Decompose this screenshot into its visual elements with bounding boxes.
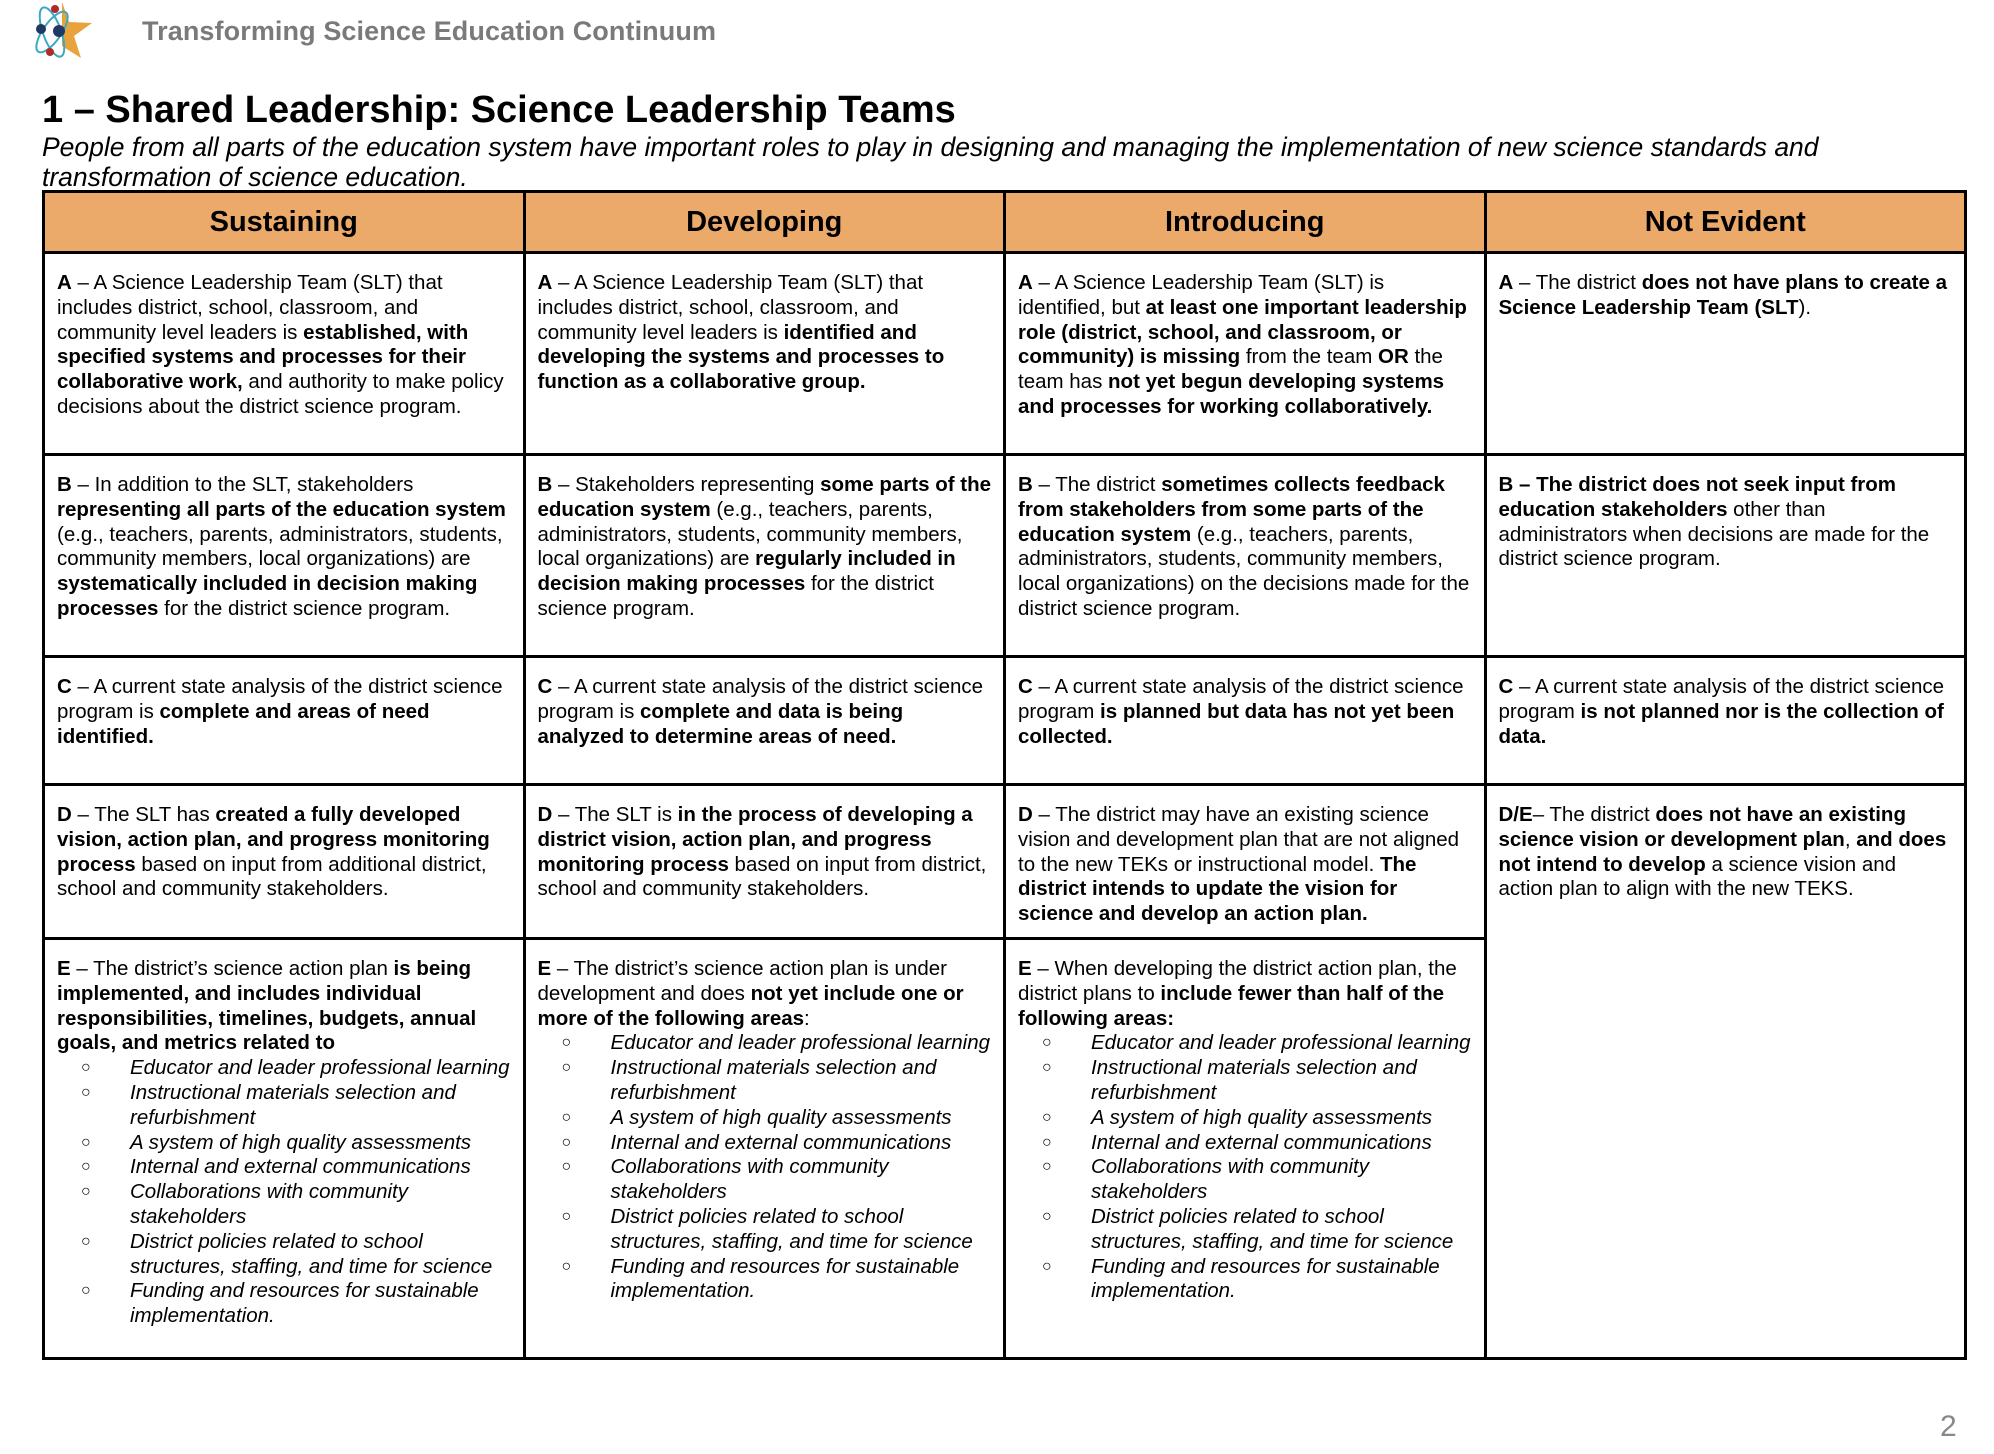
- cell-de-not-evident: [1485, 785, 1966, 1359]
- emphasis-text: C: [57, 675, 72, 698]
- hollow-circle-bullet-icon: ○: [561, 1108, 572, 1126]
- cell-e-sustaining: [44, 939, 525, 1359]
- cell-a-not-evident: [1485, 253, 1966, 455]
- body-text: – The district: [1513, 271, 1642, 294]
- body-text: – A current state analysis of the district science program is: [57, 675, 503, 723]
- body-text: (e.g., teachers, parents, administrators, students, community members, local organizations) are: [57, 522, 503, 571]
- body-text: the team has: [1018, 345, 1443, 394]
- list-item: [57, 1279, 511, 1329]
- cell-c-developing: [524, 657, 1005, 785]
- body-text: – A Science Leadership Team (SLT) that includes district, school, classroom, and community level leaders is: [57, 271, 443, 344]
- list-item: [57, 1155, 511, 1180]
- focus-area-text: Instructional materials selection and refurbishment: [1091, 1056, 1417, 1104]
- emphasis-text: B – The district does not seek input from education stakeholders: [1498, 473, 1897, 521]
- emphasis-text: created a fully developed vision, action plan, and progress monitoring process: [57, 803, 490, 876]
- body-text: ,: [1844, 827, 1857, 851]
- hollow-circle-bullet-icon: ○: [561, 1207, 572, 1225]
- emphasis-text: D/E: [1498, 803, 1533, 826]
- list-item: [1018, 1255, 1472, 1305]
- emphasis-text: not yet include one or more of the following areas: [537, 981, 964, 1030]
- hollow-circle-bullet-icon: ○: [81, 1282, 91, 1300]
- body-text: ).: [1798, 295, 1812, 319]
- list-item: [538, 1155, 992, 1205]
- list-item: [57, 1131, 511, 1156]
- focus-area-text: Collaborations with community stakeholders: [610, 1155, 889, 1204]
- list-item: [1018, 1155, 1472, 1205]
- emphasis-text: B: [1018, 473, 1033, 496]
- table-row: [44, 455, 1966, 657]
- list-item: [1018, 1131, 1472, 1156]
- hollow-circle-bullet-icon: ○: [81, 1183, 91, 1201]
- emphasis-text: D: [537, 803, 553, 826]
- emphasis-text: not yet begun developing systems and processes for working collaboratively.: [1018, 370, 1445, 418]
- emphasis-text: is being implemented, and includes individual responsibilities, timelines, budgets, annual goals, and metrics related to: [57, 957, 477, 1055]
- body-text: and authority to make policy decisions about the district science program.: [57, 370, 504, 418]
- cell-a-sustaining: [44, 253, 525, 455]
- cell-d-introducing: [1005, 785, 1486, 939]
- emphasis-text: A: [1018, 271, 1033, 294]
- body-text: – The SLT is: [552, 803, 678, 826]
- hollow-circle-bullet-icon: ○: [1042, 1034, 1052, 1052]
- cell-c-introducing: [1005, 657, 1486, 785]
- body-text: a science vision and action plan to align with the new TEKS.: [1498, 852, 1897, 901]
- emphasis-text: E: [1018, 957, 1032, 980]
- document-header: [28, 2, 716, 60]
- cell-d-developing: [524, 785, 1005, 939]
- emphasis-text: established, with specified systems and processes for their collaborative work,: [57, 320, 469, 394]
- focus-area-text: Internal and external communications: [130, 1155, 471, 1179]
- emphasis-text: some parts of the education system: [537, 473, 991, 521]
- table-header-row: [44, 192, 1966, 253]
- focus-area-text: Funding and resources for sustainable implementation.: [610, 1254, 960, 1303]
- focus-area-text: District policies related to school structures, staffing, and time for science: [1091, 1204, 1454, 1253]
- emphasis-text: at least one important leadership role (district, school, and classroom, or community) is missing: [1018, 295, 1467, 369]
- hollow-circle-bullet-icon: ○: [1042, 1207, 1052, 1225]
- hollow-circle-bullet-icon: ○: [81, 1232, 91, 1250]
- focus-areas-list: [1018, 1031, 1472, 1304]
- body-text: – The district: [1032, 473, 1162, 496]
- focus-area-text: Internal and external communications: [1091, 1130, 1432, 1154]
- focus-areas-list: [538, 1031, 992, 1304]
- cell-e-sustaining-intro: [57, 957, 511, 1056]
- focus-area-text: Internal and external communications: [610, 1130, 952, 1154]
- list-item: [538, 1205, 992, 1255]
- list-item: [1018, 1031, 1472, 1056]
- hollow-circle-bullet-icon: ○: [561, 1059, 572, 1077]
- emphasis-text: E: [537, 957, 552, 980]
- body-text: – The district may have an existing science vision and development plan that are not aligned to the new TEKs or instructional model.: [1018, 803, 1460, 876]
- body-text: – Stakeholders representing: [552, 473, 821, 496]
- cell-c-sustaining: [44, 657, 525, 785]
- section-title: 1 – Shared Leadership: Science Leadership Teams: [42, 89, 956, 131]
- emphasis-text: C: [537, 675, 553, 698]
- body-text: :: [804, 1006, 810, 1030]
- focus-area-text: Educator and leader professional learning: [610, 1031, 991, 1055]
- emphasis-text: A: [57, 271, 72, 294]
- body-text: – A current state analysis of the district science program: [1018, 675, 1464, 723]
- body-text: (e.g., teachers, parents, administrators, students, community members, local organizations) are: [537, 497, 963, 571]
- hollow-circle-bullet-icon: ○: [1042, 1257, 1052, 1275]
- section-subtitle: People from all parts of the education system have important roles to play in designing and managing the implementation of new science standards and transformation of science education.: [42, 132, 1819, 192]
- document-title: Transforming Science Education Continuum: [142, 15, 717, 46]
- body-text: – The district: [1532, 803, 1656, 826]
- list-item: [57, 1081, 511, 1131]
- emphasis-text: is not planned nor is the collection of data.: [1498, 699, 1944, 748]
- cell-b-introducing: [1005, 455, 1486, 657]
- emphasis-text: E: [57, 957, 71, 980]
- hollow-circle-bullet-icon: ○: [81, 1133, 91, 1151]
- list-item: [538, 1255, 992, 1305]
- hollow-circle-bullet-icon: ○: [1042, 1133, 1052, 1151]
- cell-b-developing: [524, 455, 1005, 657]
- emphasis-text: complete and data is being analyzed to determine areas of need.: [537, 699, 904, 748]
- hollow-circle-bullet-icon: ○: [1042, 1158, 1052, 1176]
- emphasis-text: B: [537, 473, 553, 496]
- page-number: 2: [1940, 1410, 1957, 1443]
- focus-area-text: A system of high quality assessments: [610, 1105, 952, 1129]
- emphasis-text: A: [537, 271, 553, 294]
- focus-area-text: A system of high quality assessments: [130, 1130, 472, 1154]
- body-text: – When developing the district action plan, the district plans to: [1018, 957, 1457, 1005]
- cell-e-developing-intro: [538, 957, 992, 1031]
- emphasis-text: does not have plans to create a Science Leadership Team (SLT: [1498, 271, 1948, 319]
- continuum-rubric-table: [42, 190, 1967, 1360]
- hollow-circle-bullet-icon: ○: [561, 1257, 572, 1275]
- focus-area-text: District policies related to school structures, staffing, and time for science: [610, 1204, 973, 1253]
- cell-b-sustaining: [44, 455, 525, 657]
- emphasis-text: include fewer than half of the following areas:: [1018, 981, 1445, 1030]
- focus-area-text: Collaborations with community stakeholders: [130, 1180, 409, 1228]
- body-text: – A current state analysis of the district science program: [1498, 675, 1945, 723]
- list-item: [1018, 1106, 1472, 1131]
- column-header-developing: Developing: [524, 192, 1005, 253]
- list-item: [1018, 1205, 1472, 1255]
- focus-area-text: Funding and resources for sustainable implementation.: [130, 1279, 479, 1328]
- body-text: – A Science Leadership Team (SLT) that includes district, school, classroom, and community level leaders is: [537, 271, 924, 344]
- emphasis-text: C: [1018, 675, 1033, 698]
- hollow-circle-bullet-icon: ○: [561, 1034, 572, 1052]
- emphasis-text: systematically included in decision making processes: [57, 572, 478, 620]
- hollow-circle-bullet-icon: ○: [1042, 1059, 1052, 1077]
- emphasis-text: does not have an existing science vision or development plan: [1498, 803, 1906, 851]
- emphasis-text: identified and developing the systems and processes to function as a collaborative group.: [537, 320, 945, 394]
- body-text: (e.g., teachers, parents, administrators, students, community members, local organizations) on the decisions made for the district science program.: [1018, 522, 1470, 620]
- cell-c-not-evident: [1485, 657, 1966, 785]
- list-item: [57, 1230, 511, 1280]
- body-text: – In addition to the SLT, stakeholders: [71, 473, 414, 496]
- focus-area-text: A system of high quality assessments: [1091, 1105, 1433, 1129]
- emphasis-text: C: [1498, 675, 1514, 698]
- body-text: for the district science program.: [158, 596, 451, 620]
- cell-b-not-evident: [1485, 455, 1966, 657]
- body-text: – A Science Leadership Team (SLT) is identified, but: [1018, 271, 1385, 319]
- hollow-circle-bullet-icon: ○: [81, 1083, 91, 1101]
- cell-d-sustaining: [44, 785, 525, 939]
- table-row: [44, 785, 1966, 939]
- body-text: for the district science program.: [537, 572, 935, 620]
- emphasis-text: is planned but data has not yet been collected.: [1018, 699, 1455, 748]
- list-item: [57, 1056, 511, 1081]
- body-text: – The SLT has: [71, 803, 216, 826]
- table-row: [44, 657, 1966, 785]
- body-text: based on input from additional district, school and community stakeholders.: [57, 852, 487, 901]
- hollow-circle-bullet-icon: ○: [1042, 1108, 1052, 1126]
- list-item: [538, 1106, 992, 1131]
- emphasis-text: OR: [1378, 345, 1409, 369]
- emphasis-text: representing all parts of the education system: [57, 497, 506, 521]
- emphasis-text: A: [1498, 271, 1514, 294]
- focus-area-text: Educator and leader professional learning: [130, 1056, 510, 1080]
- body-text: other than administrators when decisions are made for the district science program.: [1498, 497, 1930, 571]
- body-text: from the team: [1240, 345, 1378, 369]
- hollow-circle-bullet-icon: ○: [81, 1158, 91, 1176]
- hollow-circle-bullet-icon: ○: [561, 1133, 572, 1151]
- focus-area-text: Funding and resources for sustainable implementation.: [1091, 1254, 1440, 1303]
- list-item: [538, 1031, 992, 1056]
- emphasis-text: D: [57, 803, 72, 826]
- emphasis-text: complete and areas of need identified.: [57, 699, 430, 748]
- cell-e-developing: [524, 939, 1005, 1359]
- focus-area-text: Collaborations with community stakeholders: [1091, 1155, 1370, 1204]
- hollow-circle-bullet-icon: ○: [561, 1158, 572, 1176]
- body-text: – The district’s science action plan: [70, 957, 394, 980]
- list-item: [1018, 1056, 1472, 1106]
- emphasis-text: D: [1018, 803, 1033, 826]
- atom-star-logo-icon: [28, 2, 96, 60]
- column-header-not-evident: Not Evident: [1485, 192, 1966, 253]
- column-header-sustaining: Sustaining: [44, 192, 525, 253]
- emphasis-text: The district intends to update the vision for science and develop an action plan.: [1018, 852, 1417, 926]
- cell-a-developing: [524, 253, 1005, 455]
- list-item: [538, 1131, 992, 1156]
- body-text: based on input from district, school and community stakeholders.: [537, 852, 987, 901]
- emphasis-text: in the process of developing a district vision, action plan, and progress monitoring process: [537, 803, 973, 876]
- body-text: – The district’s science action plan is under development and does: [537, 957, 947, 1005]
- cell-a-introducing: [1005, 253, 1486, 455]
- focus-area-text: District policies related to school structures, staffing, and time for science: [130, 1229, 493, 1278]
- cell-e-introducing: [1005, 939, 1486, 1359]
- body-text: – A current state analysis of the district science program is: [537, 675, 984, 723]
- hollow-circle-bullet-icon: ○: [81, 1059, 91, 1077]
- focus-area-text: Educator and leader professional learning: [1091, 1031, 1471, 1055]
- emphasis-text: sometimes collects feedback from stakeholders from some parts of the education system: [1018, 473, 1445, 546]
- focus-area-text: Instructional materials selection and refurbishment: [130, 1080, 456, 1129]
- list-item: [538, 1056, 992, 1106]
- focus-area-text: Instructional materials selection and refurbishment: [610, 1056, 937, 1104]
- emphasis-text: B: [57, 473, 72, 496]
- emphasis-text: and does not intend to develop: [1498, 827, 1947, 876]
- cell-e-introducing-intro: [1018, 957, 1472, 1031]
- table-row: [44, 253, 1966, 455]
- list-item: [57, 1180, 511, 1230]
- focus-areas-list: [57, 1056, 511, 1329]
- emphasis-text: regularly included in decision making processes: [537, 547, 956, 596]
- column-header-introducing: Introducing: [1005, 192, 1486, 253]
